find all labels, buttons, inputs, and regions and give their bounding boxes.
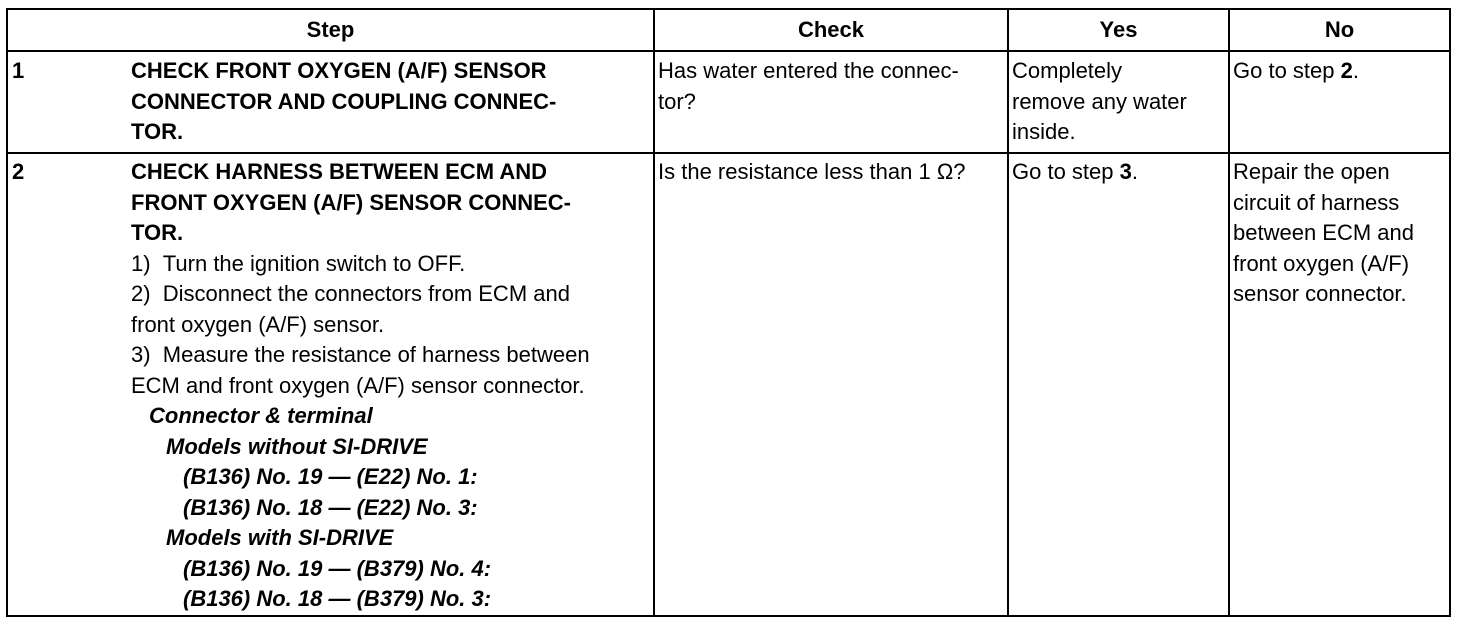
no-line: Repair the open — [1233, 159, 1390, 184]
no-text-end: . — [1352, 58, 1359, 83]
procedure-line: 3) Measure the resistance of harness between — [131, 342, 590, 367]
step-cell — [127, 51, 654, 153]
step-title-line: TOR. — [131, 119, 184, 144]
step-cell — [127, 153, 654, 616]
step-title-line: CHECK HARNESS BETWEEN ECM AND — [131, 159, 547, 184]
spec-group-label: Models with SI-DRIVE — [166, 525, 394, 550]
step-reference: 2 — [1340, 58, 1353, 83]
step-title — [131, 56, 649, 148]
step-title-line: CHECK FRONT OXYGEN (A/F) SENSOR — [131, 58, 547, 83]
no-line: circuit of harness — [1233, 189, 1400, 215]
table-row — [7, 153, 1450, 616]
check-line: Has water entered the connec- — [658, 58, 959, 83]
procedure-line: 1) Turn the ignition switch to OFF. — [131, 250, 466, 276]
yes-line: inside. — [1012, 119, 1076, 144]
spec-heading: Connector & terminal — [149, 403, 373, 428]
table-row — [7, 51, 1450, 153]
step-title-line: CONNECTOR AND COUPLING CONNEC- — [131, 88, 557, 114]
yes-line: remove any water — [1012, 88, 1187, 114]
yes-cell — [1008, 153, 1229, 616]
step-title-line: FRONT OXYGEN (A/F) SENSOR CONNEC- — [131, 189, 572, 215]
procedure-line: ECM and front oxygen (A/F) sensor connector. — [131, 372, 585, 398]
spec-terminal-item: (B136) No. 18 — (E22) No. 3: — [183, 494, 478, 520]
no-line: front oxygen (A/F) — [1233, 250, 1410, 276]
procedure-line: 2) Disconnect the connectors from ECM and — [131, 281, 570, 306]
check-line: tor? — [658, 88, 696, 114]
diagnostic-table — [6, 8, 1451, 617]
check-cell — [654, 51, 1008, 153]
yes-text: Go to step — [1012, 159, 1120, 184]
yes-cell — [1008, 51, 1229, 153]
no-text: Go to step — [1233, 58, 1341, 83]
header-no: No — [1229, 9, 1450, 51]
yes-text-end: . — [1131, 159, 1138, 184]
header-check: Check — [654, 9, 1008, 51]
step-title — [131, 157, 649, 249]
no-cell — [1229, 153, 1450, 616]
spec-terminal-item: (B136) No. 19 — (E22) No. 1: — [183, 464, 478, 489]
spec-terminal-item: (B136) No. 19 — (B379) No. 4: — [183, 555, 492, 581]
procedure-line: front oxygen (A/F) sensor. — [131, 311, 385, 337]
no-cell — [1229, 51, 1450, 153]
spec-terminal-item: (B136) No. 18 — (B379) No. 3: — [183, 586, 492, 611]
step-title-line: TOR. — [131, 220, 184, 245]
check-line: Is the resistance less than 1 Ω? — [658, 159, 966, 184]
step-number: 1 — [7, 51, 127, 153]
header-row — [7, 9, 1450, 51]
yes-line: Completely — [1012, 58, 1123, 83]
step-reference: 3 — [1119, 159, 1132, 184]
step-number: 2 — [7, 153, 127, 616]
header-yes: Yes — [1008, 9, 1229, 51]
no-line: between ECM and — [1233, 220, 1414, 245]
header-step: Step — [7, 9, 654, 51]
spec-group-label: Models without SI-DRIVE — [166, 433, 428, 459]
diagnostic-procedure-document — [6, 8, 1451, 617]
no-line: sensor connector. — [1233, 281, 1407, 306]
check-cell — [654, 153, 1008, 616]
